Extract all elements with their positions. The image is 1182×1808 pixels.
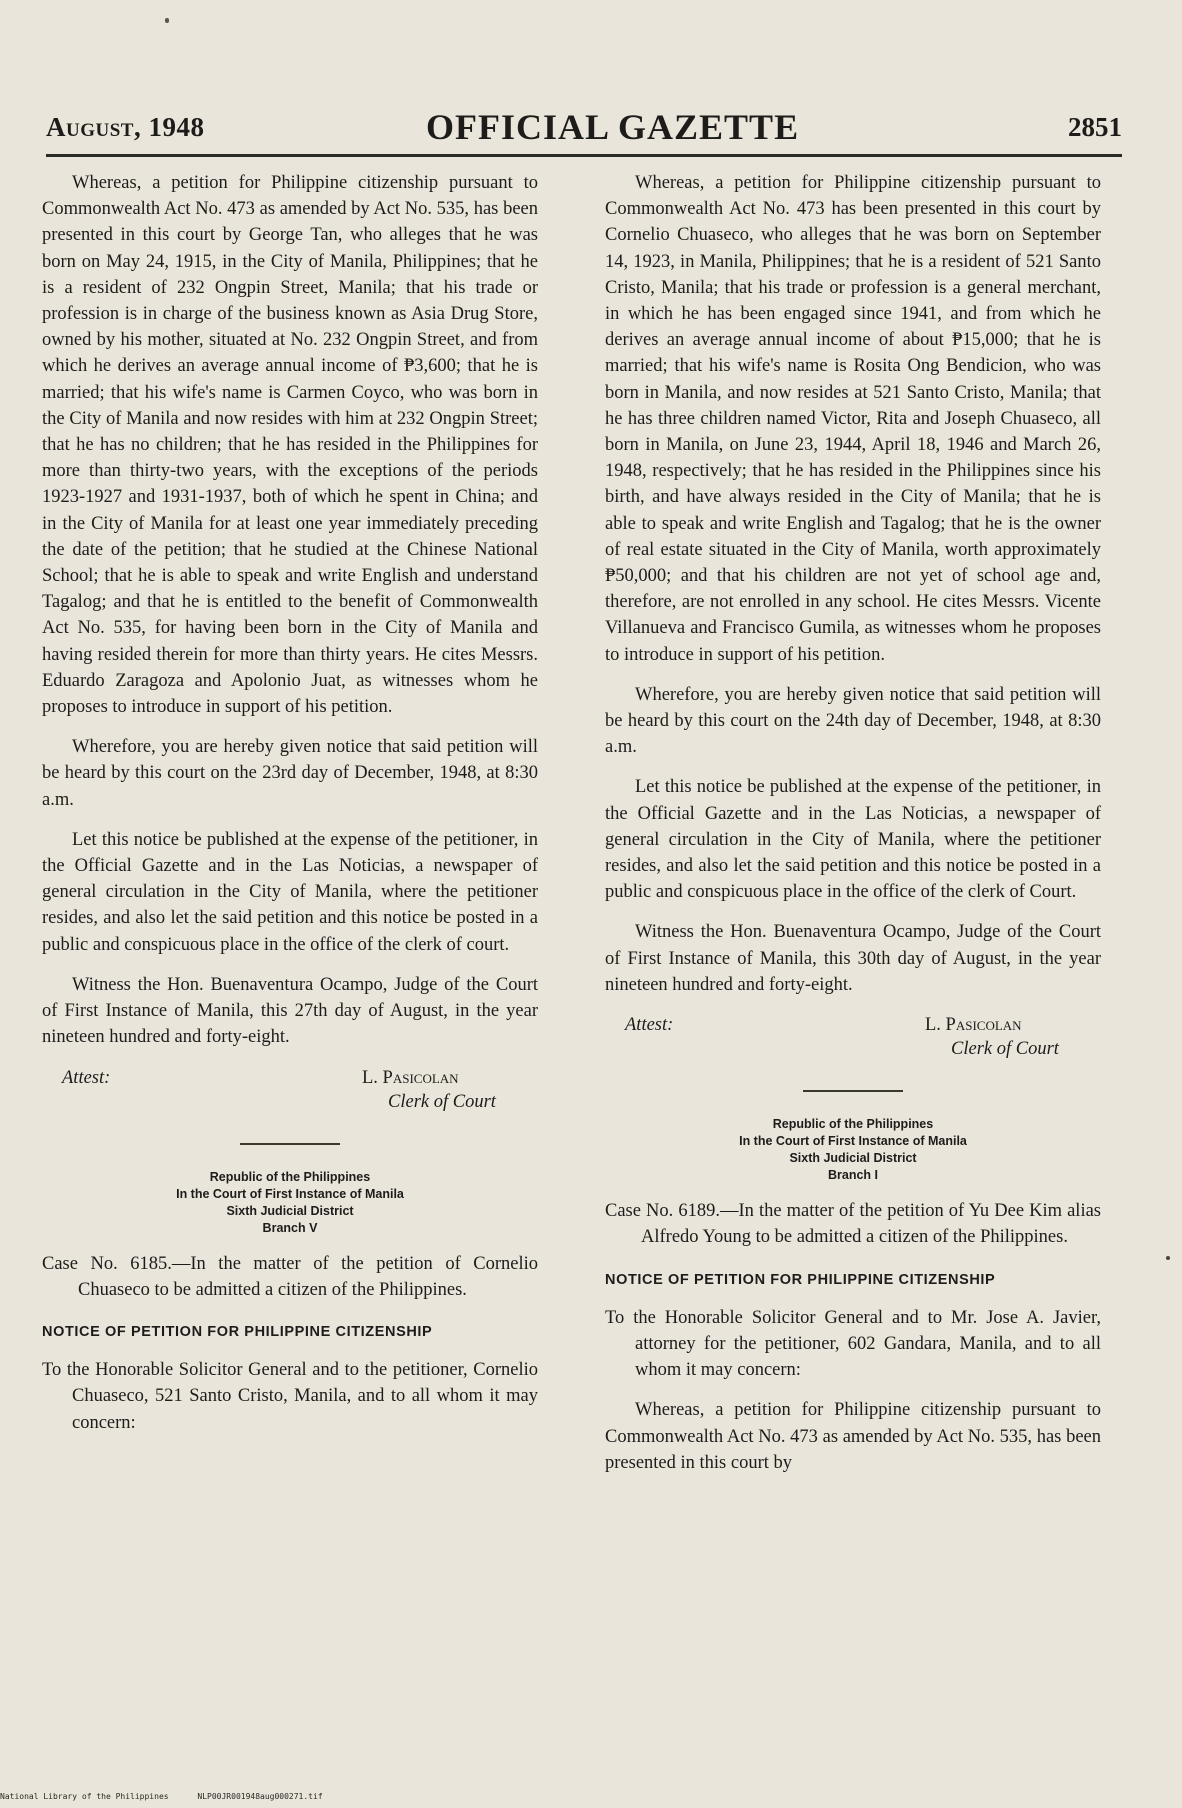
notice-heading: NOTICE OF PETITION FOR PHILIPPINE CITIZENSHIP (42, 1323, 433, 1340)
hearing-notice-paragraph: Wherefore, you are hereby given notice that said petition will be heard by this court on the 24th day of December, 1948, at 8:30 a.m. (605, 684, 1101, 758)
case-title: Case No. 6185.—In the matter of the petition of Cornelio Chuaseco to be admitted a citizen of the Philippines. (42, 1253, 538, 1300)
caption-line: In the Court of First Instance of Manila (739, 1134, 967, 1149)
caption-line: Branch V (262, 1220, 318, 1235)
petition-paragraph: Whereas, a petition for Philippine citizenship pursuant to Commonwealth Act No. 473 as amended by Act No. 535, has been presented in this court by George Tan, who alleges that he was born on May 24, 1915, in the City of Manila, Philippines; that he is a resident of 232 Ongpin Street, Manila; that his trade or profession is in charge of the business known as Asia Drug Store, owned by his mother, situated at No. 232 Ongpin Street, and from which he derives an average annual income of ₱3,600; that he is married; that his wife's name is Carmen Coyco, who was born in the City of Manila and now resides with him at 232 Ongpin Street; that he has no children; that he has resided in the Philippines for more than thirty-two years, with the exceptions of the periods 1923-1927 and 1931-1937, both of which he spent in China; and in the City of Manila for at least one year immediately preceding the date of the petition; that he studied at the Chinese National School; that he is able to speak and write English and understand Tagalog; and that he is entitled to the benefit of Commonwealth Act No. 535, for having been born in the City of Manila and having resided therein for more than thirty years. He cites Messrs. Eduardo Zaragoza and Apolonio Juat, as witnesses whom he proposes to introduce in support of his petition. (42, 173, 538, 718)
petition-paragraph: Whereas, a petition for Philippine citizenship pursuant to Commonwealth Act No. 473 as amended by Act No. 535, has been presented in this court by (605, 1400, 1101, 1473)
court-caption (605, 1116, 1101, 1184)
clerk-name: L. Pasicolan (362, 1067, 459, 1088)
witness-paragraph: Witness the Hon. Buenaventura Ocampo, Judge of the Court of First Instance of Manila, this 27th day of August, in the year nineteen hundred and forty-eight. (42, 974, 538, 1048)
case-title: Case No. 6189.—In the matter of the petition of Yu Dee Kim alias Alfredo Young to be admitted a citizen of the Philippines. (605, 1201, 1101, 1248)
scan-footer (0, 1792, 347, 1801)
publication-paragraph: Let this notice be published at the expense of the petitioner, in the Official Gazette and in the Las Noticias, a newspaper of general circulation in the City of Manila, where the petitioner resides, and also let the said petition and this notice be posted in a public and conspicuous place in the office of the clerk of Court. (605, 777, 1101, 903)
caption-line: Republic of the Philippines (772, 1117, 934, 1132)
caption-line: Sixth Judicial District (226, 1203, 354, 1218)
attest-label: Attest: (62, 1067, 111, 1088)
header-rule (46, 154, 1122, 157)
attest-block (42, 1065, 538, 1123)
clerk-title: Clerk of Court (388, 1091, 496, 1112)
print-speck (165, 18, 169, 23)
witness-paragraph: Witness the Hon. Buenaventura Ocampo, Judge of the Court of First Instance of Manila, this 30th day of August, in the year nineteen hundred and forty-eight. (605, 922, 1101, 995)
issue-date: August, 1948 (46, 112, 205, 142)
clerk-title: Clerk of Court (951, 1039, 1059, 1060)
page-header (46, 106, 1122, 154)
notice-address: To the Honorable Solicitor General and to the petitioner, Cornelio Chuaseco, 521 Santo Cristo, Manila, and to all whom it may concern: (42, 1360, 538, 1433)
court-caption (42, 1169, 538, 1237)
caption-line: Republic of the Philippines (209, 1169, 371, 1184)
hearing-notice-paragraph: Wherefore, you are hereby given notice that said petition will be heard by this court on the 23rd day of December, 1948, at 8:30 a.m. (42, 737, 538, 810)
caption-line: Branch I (827, 1168, 878, 1183)
print-speck (1166, 1256, 1170, 1260)
attest-block (605, 1012, 1101, 1070)
scan-filename: NLP00JR001948aug000271.tif (197, 1792, 323, 1801)
page-number: 2851 (1068, 112, 1122, 142)
library-credit: National Library of the Philippines (0, 1792, 169, 1801)
section-divider (240, 1143, 340, 1145)
attest-label: Attest: (625, 1015, 674, 1036)
section-divider (803, 1090, 903, 1092)
publication-title: OFFICIAL GAZETTE (426, 107, 800, 147)
notice-address: To the Honorable Solicitor General and to Mr. Jose A. Javier, attorney for the petitioner, 602 Gandara, Manila, and to all whom it may concern: (605, 1307, 1101, 1381)
petition-paragraph: Whereas, a petition for Philippine citizenship pursuant to Commonwealth Act No. 473 has been presented in this court by Cornelio Chuaseco, who alleges that he was born on September 14, 1923, in Manila, Philippines; that he is a resident of 521 Santo Cristo, Manila; that his trade or profession is a general merchant, in which he has been engaged since 1941, and from which he derives an average annual income of about ₱15,000; that he is married; that his wife's name is Rosita Ong Bendicion, who was born in Manila, and now resides at 521 Santo Cristo, Manila; that he has three children named Victor, Rita and Joseph Chuaseco, all born in Manila, on June 23, 1944, April 18, 1946 and March 26, 1948, respectively; that he has resided in the Philippines since his birth, and have always resided in the City of Manila; that he is able to speak and write English and Tagalog; that he is the owner of real estate situated in the City of Manila, worth approximately ₱50,000; and that his children are not yet of school age and, therefore, are not enrolled in any school. He cites Messrs. Vicente Villanueva and Francisco Gumila, as witnesses whom he proposes to introduce in support of his petition. (605, 173, 1101, 665)
right-column (605, 170, 1101, 1490)
left-column (42, 170, 538, 1450)
caption-line: Sixth Judicial District (789, 1151, 917, 1166)
publication-paragraph: Let this notice be published at the expense of the petitioner, in the Official Gazette and in the Las Noticias, a newspaper of general circulation in the City of Manila, where the petitioner resides, and also let the said petition and this notice be posted in a public and conspicuous place in the office of the clerk of court. (42, 829, 538, 955)
clerk-name: L. Pasicolan (925, 1015, 1022, 1036)
notice-heading: NOTICE OF PETITION FOR PHILIPPINE CITIZENSHIP (605, 1271, 996, 1288)
caption-line: In the Court of First Instance of Manila (176, 1186, 404, 1201)
